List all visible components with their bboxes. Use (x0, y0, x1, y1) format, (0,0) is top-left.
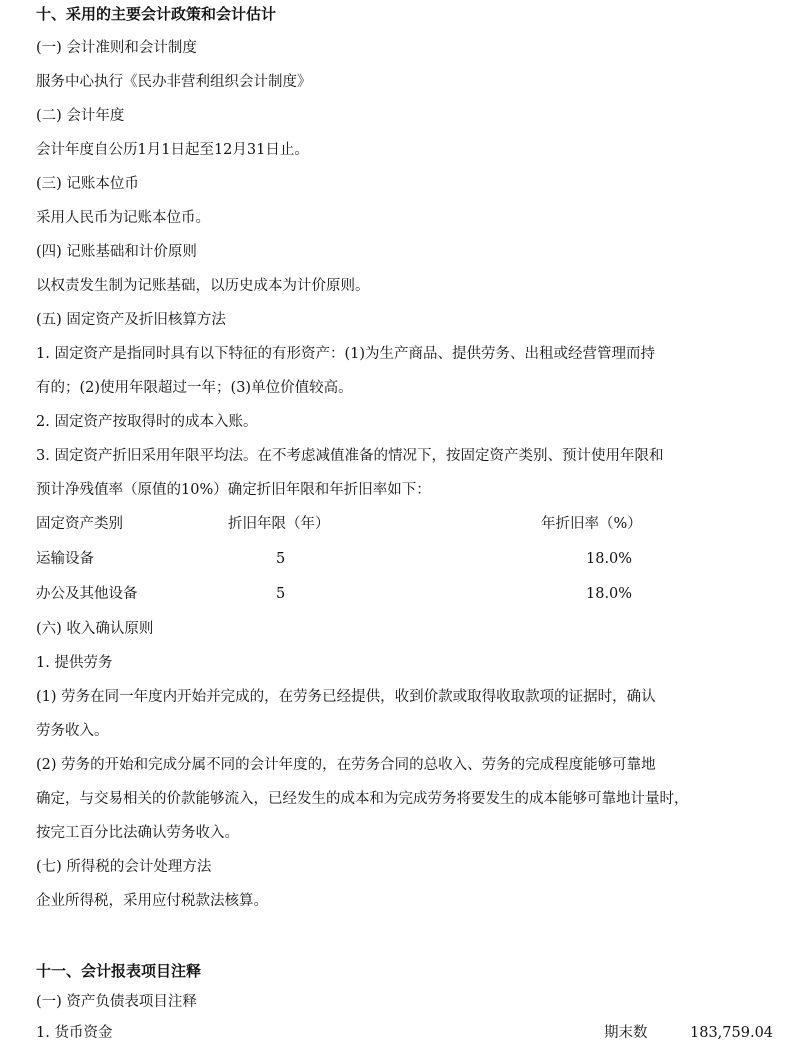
text-revenue-item1-line2: 劳务收入。 (36, 723, 109, 739)
text-revenue-item2-line1: (2) 劳务的开始和完成分属不同的会计年度的，在劳务合同的总收入、劳务的完成程度能够可靠地 (36, 757, 656, 773)
table-header-years: 折旧年限（年） (228, 516, 330, 532)
text-revenue-item1-line1: (1) 劳务在同一年度内开始并完成的，在劳务已经提供，收到价款或取得收取款项的证据时，确认 (36, 689, 656, 705)
section-10-title: 十、采用的主要会计政策和会计估计 (36, 5, 277, 23)
text-accounting-standards: 服务中心执行《民办非营利组织会计制度》 (36, 74, 312, 90)
table-cell-years: 5 (276, 586, 286, 602)
text-cash-column-label: 期末数 (604, 1025, 648, 1041)
text-fixed-assets-item1-line1: 1. 固定资产是指同时具有以下特征的有形资产：(1)为生产商品、提供劳务、出租或经营管理而持 (36, 346, 655, 362)
heading-accounting-basis: (四) 记账基础和计价原则 (36, 244, 197, 260)
table-cell-rate: 18.0% (586, 551, 633, 567)
heading-revenue-recognition: (六) 收入确认原则 (36, 621, 154, 637)
text-fixed-assets-item3-line1: 3. 固定资产折旧采用年限平均法。在不考虑减值准备的情况下，按固定资产类别、预计使用年限和 (36, 448, 664, 464)
text-cash-item-label: 1. 货币资金 (36, 1025, 113, 1041)
table-cell-years: 5 (276, 551, 286, 567)
text-revenue-item2-line2: 确定，与交易相关的价款能够流入，已经发生的成本和为完成劳务将要发生的成本能够可靠地计量时， (36, 791, 689, 807)
text-accounting-basis: 以权责发生制为记账基础，以历史成本为计价原则。 (36, 278, 370, 294)
heading-balance-sheet-notes: (一) 资产负债表项目注释 (36, 994, 197, 1010)
heading-fixed-assets: (五) 固定资产及折旧核算方法 (36, 312, 226, 328)
text-currency: 采用人民币为记账本位币。 (36, 210, 210, 226)
table-cell-category: 运输设备 (36, 551, 94, 567)
text-fiscal-year: 会计年度自公历1月1日起至12月31日止。 (36, 142, 309, 158)
section-11-title: 十一、会计报表项目注释 (36, 962, 202, 980)
heading-accounting-standards: (一) 会计准则和会计制度 (36, 40, 197, 56)
text-income-tax: 企业所得税，采用应付税款法核算。 (36, 893, 268, 909)
text-fixed-assets-item2: 2. 固定资产按取得时的成本入账。 (36, 414, 258, 430)
text-cash-value: 183,759.04 (690, 1025, 774, 1041)
table-cell-category: 办公及其他设备 (36, 586, 138, 602)
table-header-rate: 年折旧率（%） (541, 516, 642, 532)
heading-currency: (三) 记账本位币 (36, 176, 139, 192)
text-revenue-sub: 1. 提供劳务 (36, 655, 113, 671)
table-cell-rate: 18.0% (586, 586, 633, 602)
text-fixed-assets-item1-line2: 有的；(2)使用年限超过一年；(3)单位价值较高。 (36, 380, 353, 396)
heading-fiscal-year: (二) 会计年度 (36, 108, 125, 124)
text-revenue-item2-line3: 按完工百分比法确认劳务收入。 (36, 825, 239, 841)
text-fixed-assets-item3-line2: 预计净残值率（原值的10%）确定折旧年限和年折旧率如下： (36, 482, 431, 498)
table-header-category: 固定资产类别 (36, 516, 123, 532)
heading-income-tax: (七) 所得税的会计处理方法 (36, 859, 212, 875)
